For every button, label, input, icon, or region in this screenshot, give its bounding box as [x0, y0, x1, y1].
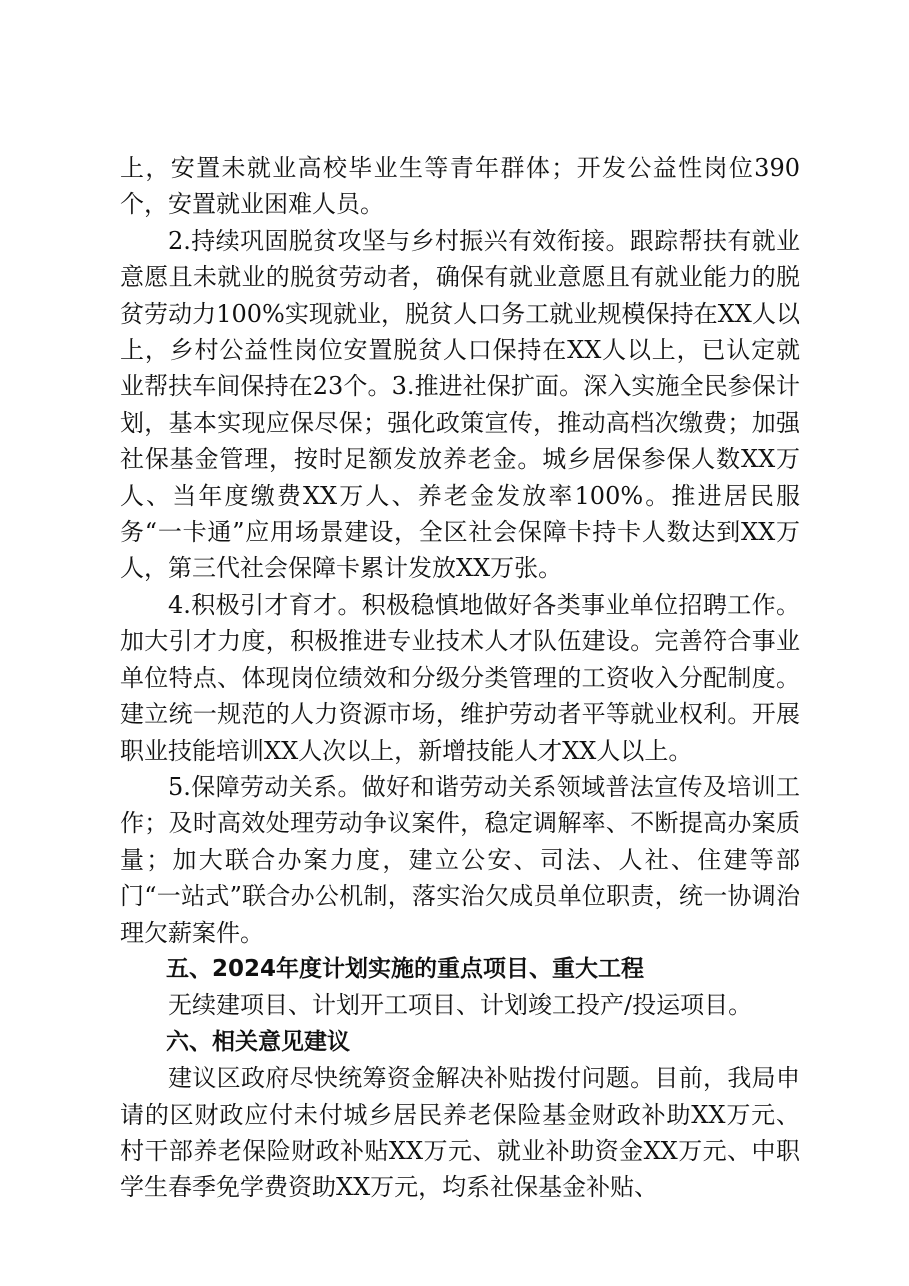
- paragraph-employment-tail: 上，安置未就业高校毕业生等青年群体；开发公益性岗位390个，安置就业困难人员。: [120, 154, 800, 219]
- paragraph-talent: 4.积极引才育才。积极稳慎地做好各类事业单位招聘工作。加大引才力度，积极推进专业技术人才队伍建设。完善符合事业单位特点、体现岗位绩效和分级分类管理的工资收入分配制度。建立统一规范的人力资源市场，维护劳动者平等就业权利。开展职业技能培训XX人次以上，新增技能人才XX人以上。: [120, 590, 800, 765]
- paragraph-poverty-alleviation: 2.持续巩固脱贫攻坚与乡村振兴有效衔接。跟踪帮扶有就业意愿且未就业的脱贫劳动者，确保有就业意愿且有就业能力的脱贫劳动力100%实现就业，脱贫人口务工就业规模保持在XX人以上，乡村公益性岗位安置脱贫人口保持在XX人以上，已认定就业帮扶车间保持在23个。3.推进社保扩面。深入实施全民参保计划，基本实现应保尽保；强化政策宣传，推动高档次缴费；加强社保基金管理，按时足额发放养老金。城乡居保参保人数XX万人、当年度缴费XX万人、养老金发放率100%。推进居民服务“一卡通”应用场景建设，全区社会保障卡持卡人数达到XX万人，第三代社会保障卡累计发放XX万张。: [120, 226, 800, 583]
- section-heading-key-projects: 五、2024年度计划实施的重点项目、重大工程: [166, 955, 645, 982]
- paragraph-projects: 无续建项目、计划开工项目、计划竣工投产/投运项目。: [168, 991, 753, 1020]
- paragraph-labor-relations: 5.保障劳动关系。做好和谐劳动关系领域普法宣传及培训工作；及时高效处理劳动争议案件，稳定调解率、不断提高办案质量；加大联合办案力度，建立公安、司法、人社、住建等部门“一站式”联合办公机制，落实治欠成员单位职责，统一协调治理欠薪案件。: [120, 772, 800, 947]
- document-page: [120, 150, 800, 1206]
- paragraph-suggestions: 建议区政府尽快统筹资金解决补贴拨付问题。目前，我局申请的区财政应付未付城乡居民养老保险基金财政补助XX万元、村干部养老保险财政补贴XX万元、就业补助资金XX万元、中职学生春季免学费资助XX万元，均系社保基金补贴、: [120, 1064, 800, 1202]
- section-heading-suggestions: 六、相关意见建议: [166, 1028, 350, 1055]
